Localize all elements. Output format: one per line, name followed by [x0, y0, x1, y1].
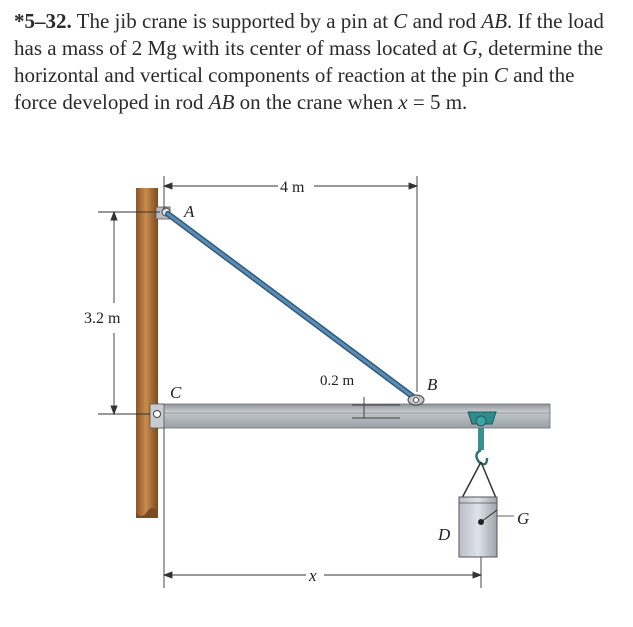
- label-c: C: [170, 383, 182, 402]
- var-ab: AB: [208, 90, 235, 114]
- label-x: x: [309, 566, 317, 585]
- load-bucket: [459, 497, 497, 557]
- var-g: G: [462, 36, 478, 60]
- label-d: D: [438, 525, 451, 544]
- text-part: The jib crane is supported by a pin at: [71, 9, 394, 33]
- dim-label-height: 3.2 m: [84, 310, 121, 327]
- var-x: x: [398, 90, 408, 114]
- var-c: C: [393, 9, 408, 33]
- post: [136, 188, 158, 518]
- text-part: and rod: [407, 9, 482, 33]
- rod-ab: [168, 214, 424, 405]
- var-ab: AB: [481, 9, 508, 33]
- text-part: , determine the horizontal and vertical components of reaction at the pin: [14, 36, 604, 87]
- text-part: and the force developed in rod: [14, 63, 575, 114]
- dim-label-span: 4 m: [280, 179, 305, 196]
- label-a: A: [184, 202, 195, 221]
- text-part: = 5 m.: [407, 90, 468, 114]
- label-b: B: [427, 375, 438, 394]
- var-c: C: [493, 63, 508, 87]
- dimension-span: [164, 176, 417, 392]
- text-part: on the crane when: [234, 90, 399, 114]
- label-g: G: [517, 509, 530, 528]
- dimension-x: [164, 428, 481, 588]
- problem-number: *5–32.: [14, 9, 72, 33]
- dim-label-offset: 0.2 m: [320, 373, 355, 389]
- text-part: . If the load has a mass of 2 Mg with its center of mass located at: [14, 9, 604, 60]
